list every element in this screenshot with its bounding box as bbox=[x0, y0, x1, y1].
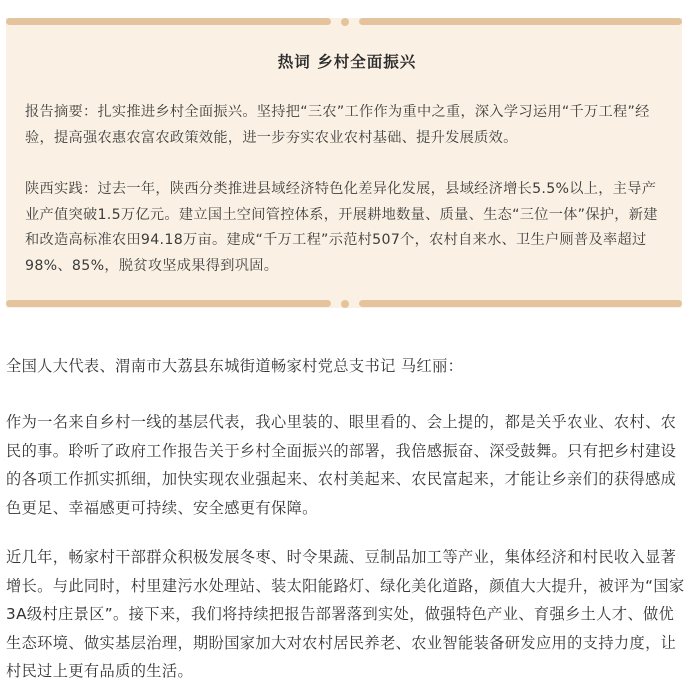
report-summary: 报告摘要：扎实推进乡村全面振兴。坚持把“三农”工作作为重中之重，深入学习运用“千万工程”经验，提高强农惠农富农政策效能，进一步夯实农业农村基础、提升发展质效。 bbox=[25, 104, 650, 146]
article-paragraph-2: 近几年，畅家村干部群众积极发展冬枣、时令果蔬、豆制品加工等产业，集体经济和村民收入显著增长。与此同时，村里建污水处理站、装太阳能路灯、绿化美化道路，颜值大大提升，被评为“国家3A级村庄景区”。接下来，我们将持续把报告部署落到实处，做强特色产业、育强乡土人才、做优生态环境、做实基层治理，期盼国家加大对农村居民养老、农业智能装备研发应用的支持力度，让村民过上更有品质的生活。 bbox=[6, 548, 685, 681]
bottom-decoration-dot bbox=[341, 300, 349, 308]
top-decoration-dot bbox=[341, 18, 349, 26]
bottom-left-decoration-bar bbox=[6, 300, 331, 307]
top-left-decoration-bar bbox=[6, 18, 331, 25]
article-paragraph-1: 作为一名来自乡村一线的基层代表，我心里装的、眼里看的、会上提的，都是关乎农业、农村、农民的事。聆听了政府工作报告关于乡村全面振兴的部署，我倍感振奋、深受鼓舞。只有把乡村建设的各项工作抓实抓细，加快实现农业强起来、农村美起来、农民富起来，才能让乡亲们的获得感成色更足、幸福感更可持续、安全感更有保障。 bbox=[6, 413, 677, 517]
shaanxi-practice: 陕西实践：过去一年，陕西分类推进县域经济特色化差异化发展，县域经济增长5.5%以上，主导产业产值突破1.5万亿元。建立国土空间管控体系，开展耕地数量、质量、生态“三位一体”保护，新建和改造高标准农田94.18万亩。建成“千万工程”示范村507个，农村自来水、卫生户厕普及率超过98%、85%，脱贫攻坚成果得到巩固。 bbox=[25, 181, 658, 274]
top-right-decoration-bar bbox=[359, 18, 682, 25]
panel-title: 热词 乡村全面振兴 bbox=[277, 53, 417, 71]
bottom-right-decoration-bar bbox=[359, 300, 682, 307]
speaker-line: 全国人大代表、渭南市大荔县东城街道畅家村党总支书记 马红丽： bbox=[6, 357, 464, 375]
